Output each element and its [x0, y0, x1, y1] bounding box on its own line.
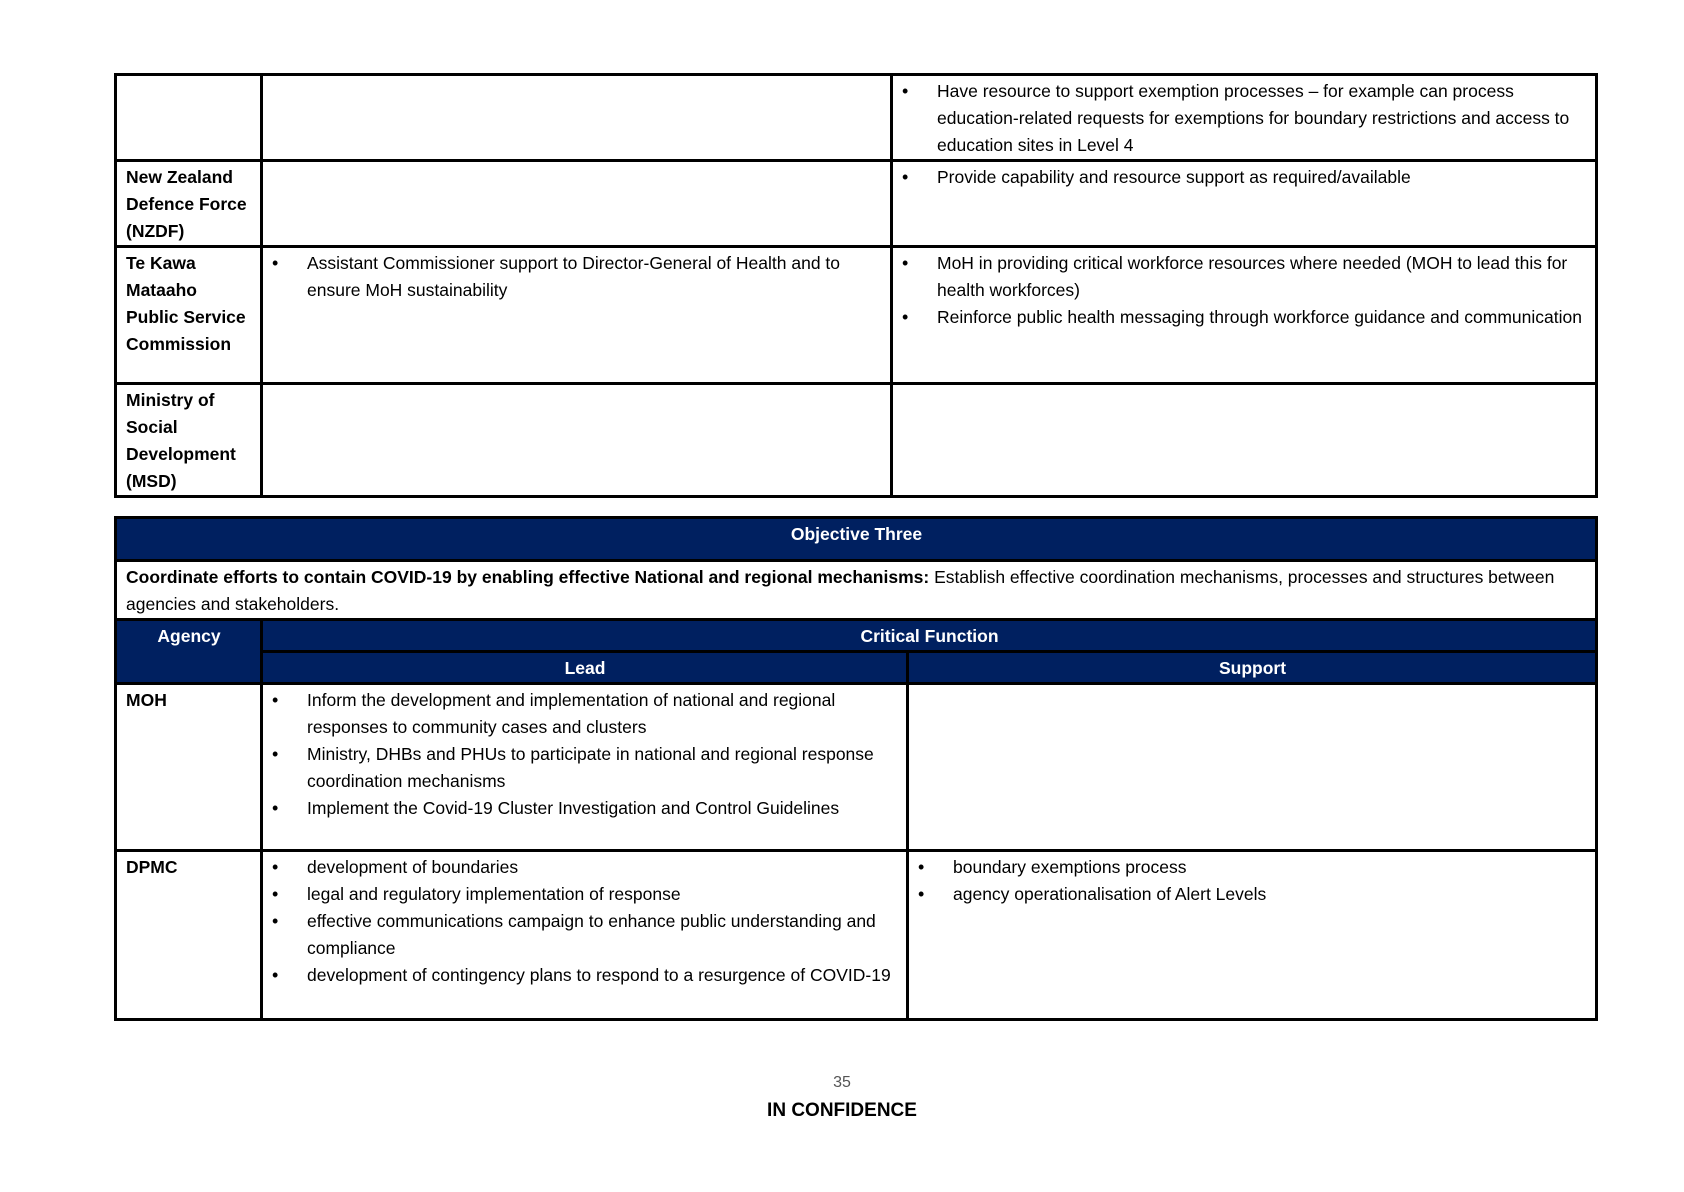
- table-row: [116, 384, 1597, 497]
- support-header: Support: [908, 652, 1597, 684]
- table-row: [116, 161, 1597, 247]
- agency-cell: Ministry of Social Development (MSD): [116, 384, 262, 497]
- agency-functions-table-continued: [114, 73, 1598, 498]
- table-row: [116, 247, 1597, 384]
- list-item: • legal and regulatory implementation of response: [272, 881, 898, 908]
- objective-title: Objective Three: [116, 518, 1597, 561]
- objective-description-bold: Coordinate efforts to contain COVID-19 by enabling effective National and regional mechanisms:: [126, 567, 930, 587]
- agency-header: Agency: [116, 620, 262, 684]
- list-item: • Reinforce public health messaging through workforce guidance and communication: [902, 304, 1587, 331]
- table-row: [116, 684, 1597, 851]
- lead-header: Lead: [262, 652, 908, 684]
- support-cell: [908, 851, 1597, 1020]
- header-row: [116, 620, 1597, 652]
- list-item: • Ministry, DHBs and PHUs to participate in national and regional response coordination mechanisms: [272, 741, 898, 795]
- list-item: • Have resource to support exemption processes – for example can process education-related requests for exemptions for boundary restrictions and access to education sites in Level 4: [902, 78, 1587, 159]
- subheader-row: [116, 652, 1597, 684]
- lead-cell: [262, 247, 892, 384]
- critical-function-header: Critical Function: [262, 620, 1597, 652]
- objective-description-text: Establish effective coordination mechanisms, processes and structures between agencies and stakeholders.: [126, 567, 1555, 614]
- support-cell: [892, 161, 1597, 247]
- lead-cell: [262, 161, 892, 247]
- agency-cell: Te Kawa Mataaho Public Service Commission: [116, 247, 262, 384]
- objective-three-table: [114, 516, 1598, 1021]
- list-item: • development of contingency plans to respond to a resurgence of COVID-19: [272, 962, 898, 989]
- table-row: [116, 75, 1597, 161]
- table-row: [116, 851, 1597, 1020]
- list-item: • Implement the Covid-19 Cluster Investigation and Control Guidelines: [272, 795, 898, 822]
- lead-cell: [262, 75, 892, 161]
- agency-cell: [116, 75, 262, 161]
- list-item: • Provide capability and resource support as required/available: [902, 164, 1587, 191]
- support-cell: [892, 384, 1597, 497]
- lead-cell: [262, 384, 892, 497]
- agency-cell: New Zealand Defence Force (NZDF): [116, 161, 262, 247]
- list-item: • effective communications campaign to enhance public understanding and compliance: [272, 908, 898, 962]
- objective-description: [116, 561, 1597, 620]
- objective-description-row: [116, 561, 1597, 620]
- lead-cell: [262, 851, 908, 1020]
- list-item: • agency operationalisation of Alert Levels: [918, 881, 1587, 908]
- objective-header-row: [116, 518, 1597, 561]
- support-cell: [892, 75, 1597, 161]
- agency-cell: DPMC: [116, 851, 262, 1020]
- classification-label: IN CONFIDENCE: [767, 1100, 917, 1121]
- list-item: • development of boundaries: [272, 854, 898, 881]
- support-cell: [892, 247, 1597, 384]
- list-item: • Assistant Commissioner support to Director-General of Health and to ensure MoH sustainability: [272, 250, 882, 304]
- page-number: 35: [833, 1074, 851, 1091]
- list-item: • boundary exemptions process: [918, 854, 1587, 881]
- support-cell: [908, 684, 1597, 851]
- list-item: • Inform the development and implementation of national and regional responses to community cases and clusters: [272, 687, 898, 741]
- list-item: • MoH in providing critical workforce resources where needed (MOH to lead this for health workforces): [902, 250, 1587, 304]
- agency-cell: MOH: [116, 684, 262, 851]
- lead-cell: [262, 684, 908, 851]
